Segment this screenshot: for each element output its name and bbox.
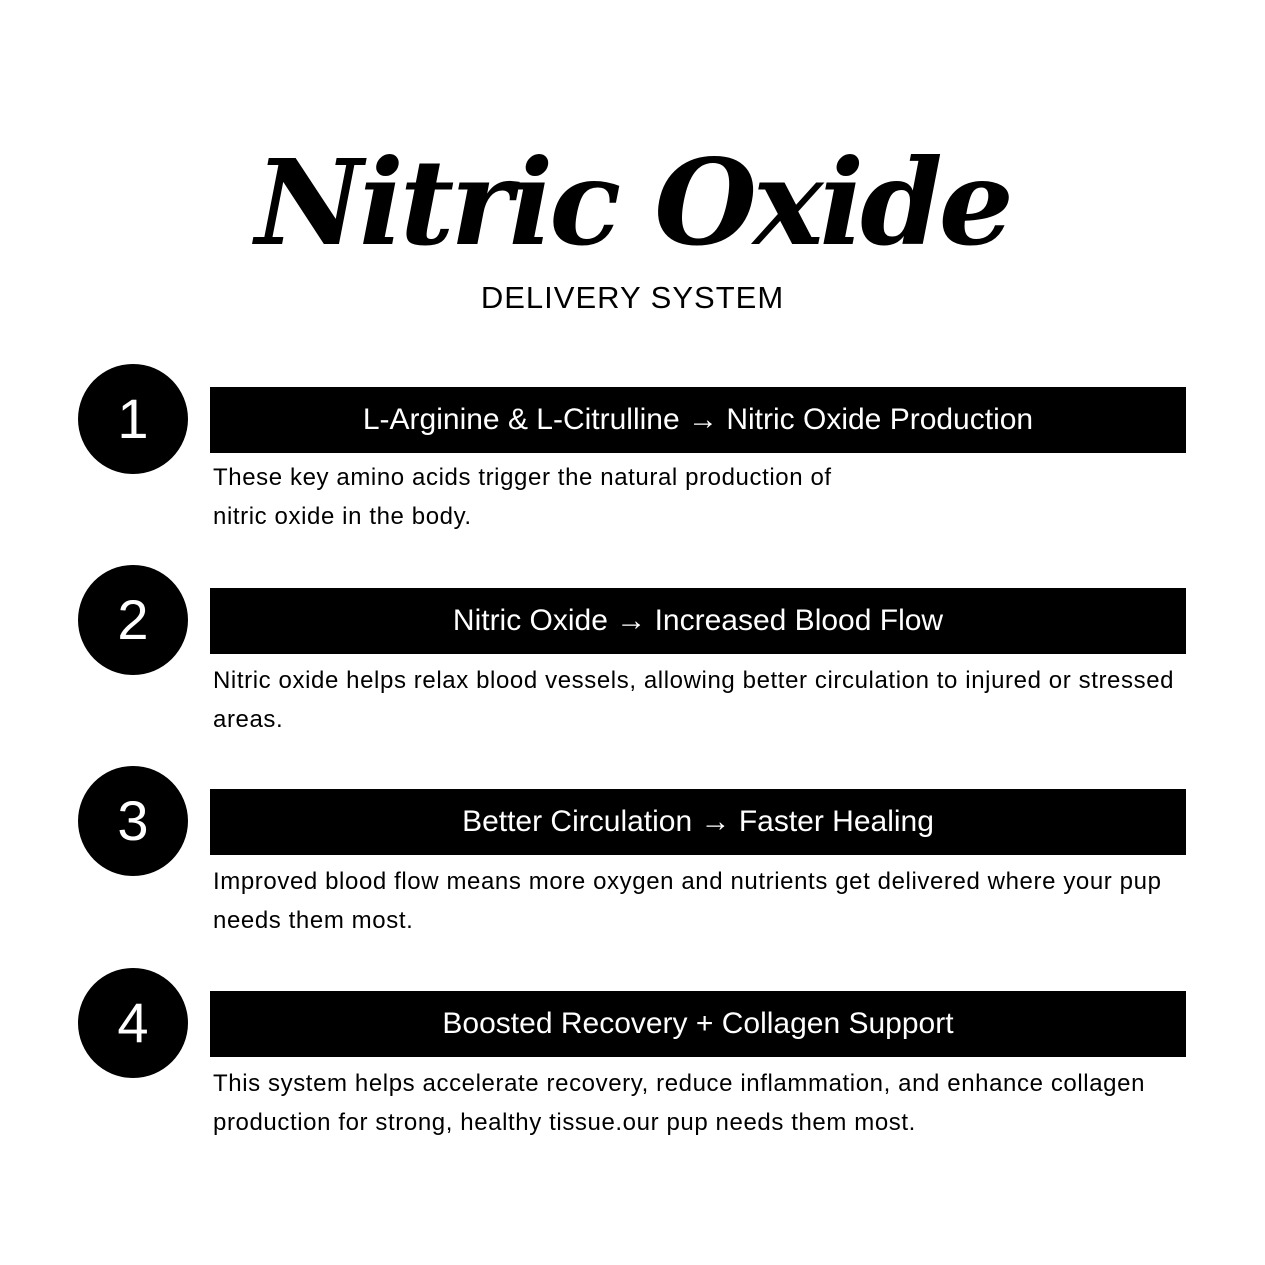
step-4 (0, 968, 1265, 1148)
step-number-badge: 4 (78, 968, 188, 1078)
step-heading: Boosted Recovery + Collagen Support (210, 991, 1186, 1057)
page-subtitle: DELIVERY SYSTEM (480, 280, 785, 315)
step-3 (0, 766, 1265, 946)
step-number-badge: 2 (78, 565, 188, 675)
step-description: Improved blood flow means more oxygen and nutrients get delivered where your pup needs them most. (213, 868, 1162, 934)
page-title: Nitric Oxide (255, 133, 1010, 272)
step-number-badge: 3 (78, 766, 188, 876)
step-heading: Better Circulation → Faster Healing (210, 789, 1186, 855)
step-heading: L-Arginine & L-Citrulline → Nitric Oxide Production (210, 387, 1186, 453)
step-description: These key amino acids trigger the natural production of nitric oxide in the body. (213, 464, 832, 530)
step-heading: Nitric Oxide → Increased Blood Flow (210, 588, 1186, 654)
step-2 (0, 565, 1265, 745)
step-number-badge: 1 (78, 364, 188, 474)
step-1 (0, 364, 1265, 544)
step-description: Nitric oxide helps relax blood vessels, allowing better circulation to injured or stressed areas. (213, 667, 1175, 733)
step-description: This system helps accelerate recovery, reduce inflammation, and enhance collagen production for strong, healthy tissue.our pup needs them most. (213, 1070, 1146, 1136)
